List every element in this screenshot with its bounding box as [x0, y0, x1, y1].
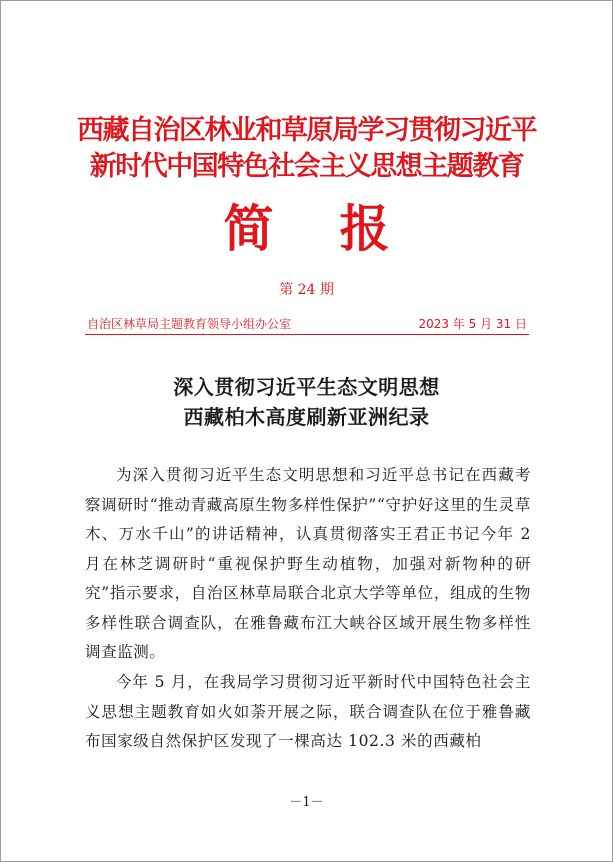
article-title-line-1: 深入贯彻习近平生态文明思想 — [173, 375, 440, 399]
page-number: －1－ — [289, 795, 324, 810]
red-divider-line — [85, 334, 529, 335]
article-title-line-2: 西藏柏木高度刷新亚洲纪录 — [183, 405, 430, 429]
issue-number: 第 24 期 — [279, 282, 334, 298]
article-paragraph-1: 为深入贯彻习近平生态文明思想和习近平总书记在西藏考察调研时“推动青藏高原生物多样性保护”“守护好这里的生灵草木、万水千山”的讲话精神，认真贯彻落实王君正书记今年 2 月在林芝调研时“重视保护野生动植物，加强对新物种的研究”指示要求，自治区林草局联合北京大学等单位，组成的生物多样性联合调查队，在雅鲁藏布江大峡谷区域开展生物多样性调查监测。 — [85, 466, 531, 661]
bulletin-header-line-1: 西藏自治区林业和草原局学习贯彻习近平 — [77, 115, 536, 146]
bulletin-header-line-2: 新时代中国特色社会主义思想主题教育 — [89, 151, 524, 182]
issue-date: 2023 年 5 月 31 日 — [418, 317, 527, 331]
article-paragraph-2: 今年 5 月，在我局学习贯彻习近平新时代中国特色社会主义思想主题教育如火如荼开展之际，联合调查队在位于雅鲁藏布国家级自然保护区发现了一棵高达 102.3 米的西藏柏 — [85, 673, 531, 750]
masthead-char-2: 报 — [339, 199, 390, 258]
masthead-char-1: 简 — [223, 199, 274, 258]
bulletin-masthead — [1, 199, 612, 259]
issuing-office: 自治区林草局主题教育领导小组办公室 — [87, 317, 292, 331]
